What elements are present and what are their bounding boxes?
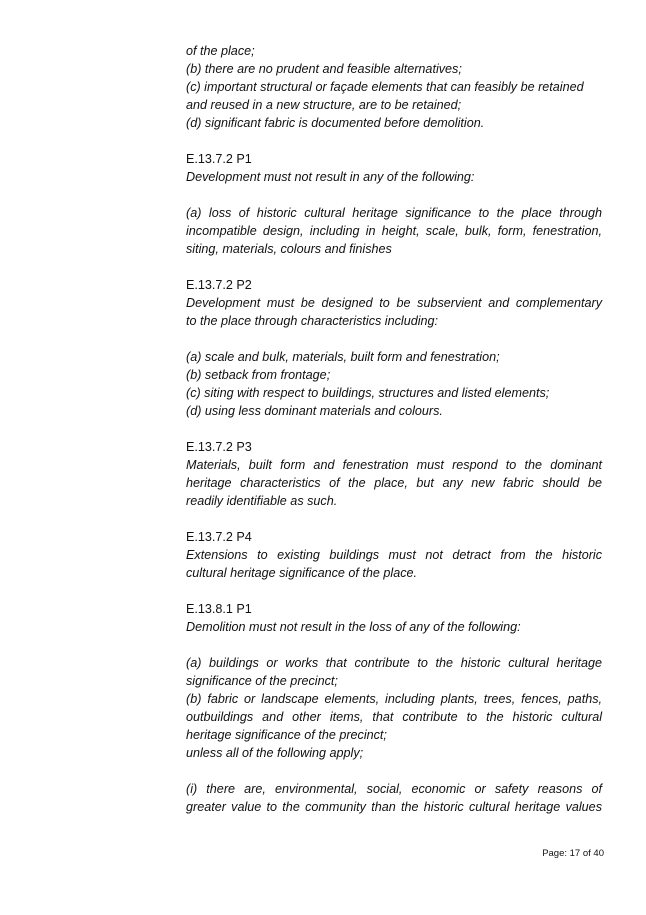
clause-item: (b) setback from frontage; <box>186 368 331 382</box>
clause-item: heritage significance of the precinct; <box>186 728 387 742</box>
intro-line: (d) significant fabric is documented before demolition. <box>186 116 485 130</box>
clause-code: E.13.7.2 P1 <box>186 152 252 166</box>
intro-line: of the place; <box>186 44 255 58</box>
clause-lead: to the place through characteristics including: <box>186 314 439 328</box>
clause-text: cultural heritage significance of the place. <box>186 566 418 580</box>
clause-text: heritage characteristics of the place, but any new fabric should be <box>186 476 602 490</box>
clause-text: Extensions to existing buildings must not detract from the historic <box>186 548 602 562</box>
clause-item: significance of the precinct; <box>186 674 338 688</box>
clause-lead: Demolition must not result in the loss of any of the following: <box>186 620 521 634</box>
clause-lead: Development must be designed to be subservient and complementary <box>186 296 602 310</box>
intro-line: (b) there are no prudent and feasible alternatives; <box>186 62 462 76</box>
clause-lead: Development must not result in any of the following: <box>186 170 475 184</box>
clause-item: (a) scale and bulk, materials, built form and fenestration; <box>186 350 500 364</box>
clause-item: (c) siting with respect to buildings, structures and listed elements; <box>186 386 550 400</box>
clause-condition: greater value to the community than the historic cultural heritage values <box>186 800 602 814</box>
clause-text: readily identifiable as such. <box>186 494 338 508</box>
clause-item: incompatible design, including in height, scale, bulk, form, fenestration, <box>186 224 602 238</box>
page-number: Page: 17 of 40 <box>542 848 604 859</box>
clause-item: (b) fabric or landscape elements, including plants, trees, fences, paths, <box>186 692 602 706</box>
clause-code: E.13.7.2 P3 <box>186 440 252 454</box>
clause-item: (a) buildings or works that contribute to the historic cultural heritage <box>186 656 602 670</box>
clause-condition: (i) there are, environmental, social, economic or safety reasons of <box>186 782 602 796</box>
clause-code: E.13.8.1 P1 <box>186 602 252 616</box>
clause-item: unless all of the following apply; <box>186 746 364 760</box>
intro-line: and reused in a new structure, are to be retained; <box>186 98 462 112</box>
clause-code: E.13.7.2 P2 <box>186 278 252 292</box>
clause-text: Materials, built form and fenestration must respond to the dominant <box>186 458 602 472</box>
clause-item: (d) using less dominant materials and colours. <box>186 404 443 418</box>
clause-code: E.13.7.2 P4 <box>186 530 252 544</box>
intro-line: (c) important structural or façade elements that can feasibly be retained <box>186 80 584 94</box>
clause-item: outbuildings and other items, that contribute to the historic cultural <box>186 710 602 724</box>
clause-item: siting, materials, colours and finishes <box>186 242 392 256</box>
clause-item: (a) loss of historic cultural heritage significance to the place through <box>186 206 602 220</box>
document-body <box>186 42 602 816</box>
